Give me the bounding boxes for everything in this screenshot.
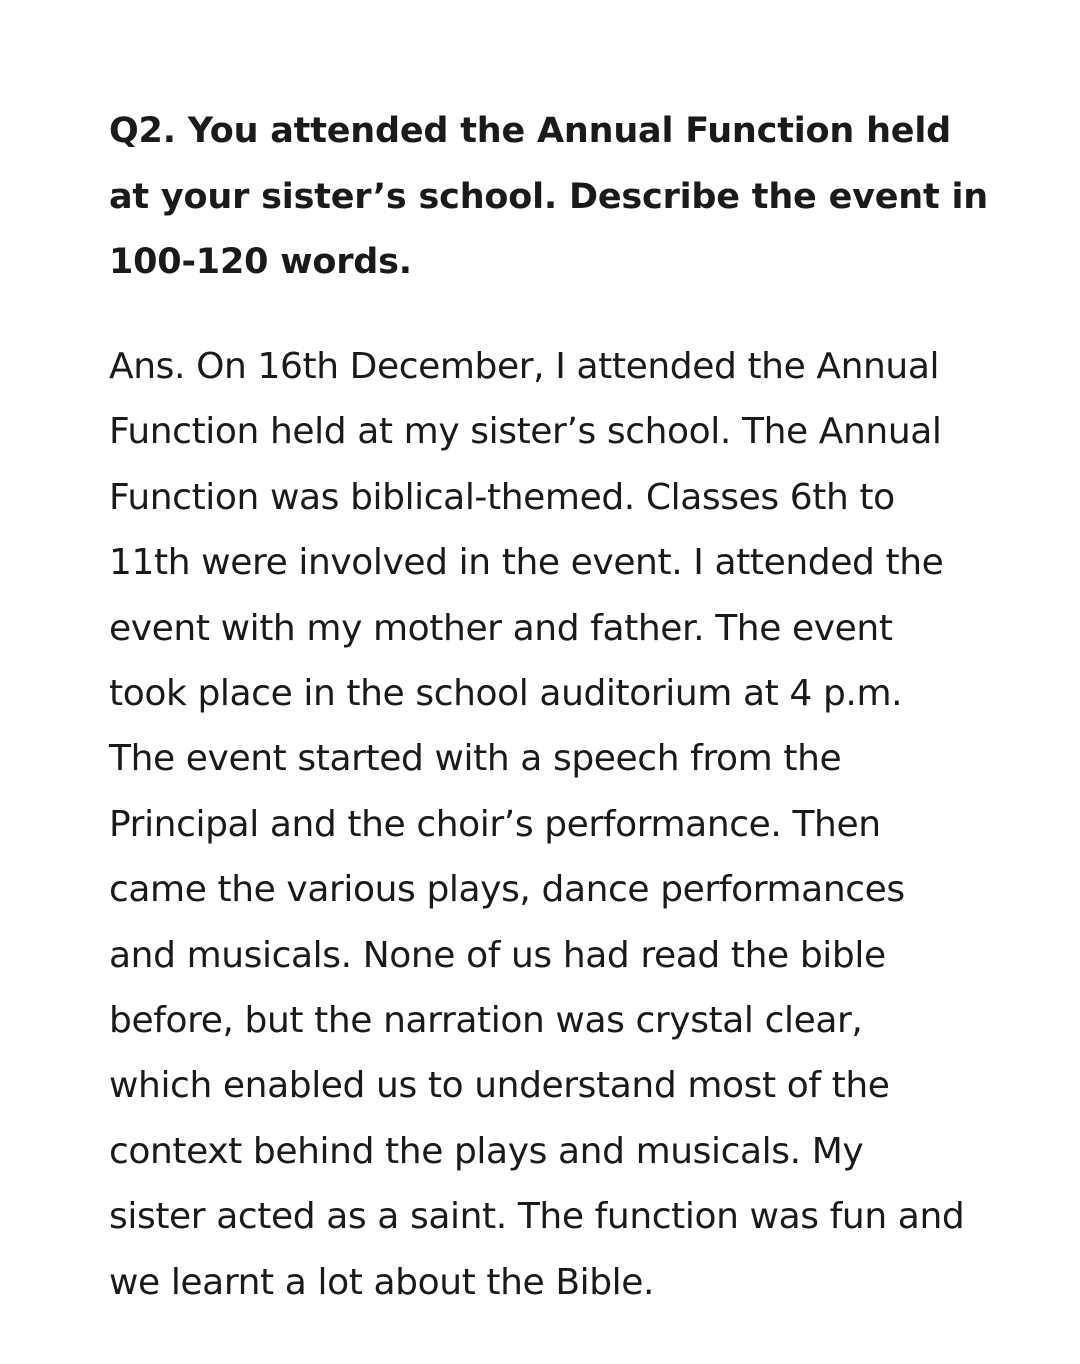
answer-line: The event started with a speech from the bbox=[109, 738, 842, 780]
answer-paragraph bbox=[109, 334, 989, 1315]
answer-line: took place in the school auditorium at 4 p.m. bbox=[109, 673, 903, 715]
answer-line: before, but the narration was crystal clear, bbox=[109, 1000, 863, 1042]
question-line: Q2. You attended the Annual Function held bbox=[109, 111, 951, 151]
answer-line: Function was biblical-themed. Classes 6th to bbox=[109, 476, 895, 518]
answer-line: and musicals. None of us had read the bible bbox=[109, 934, 886, 976]
answer-line: sister acted as a saint. The function was fun and bbox=[109, 1196, 965, 1238]
answer-line: context behind the plays and musicals. My bbox=[109, 1130, 864, 1172]
question-heading bbox=[109, 99, 989, 296]
answer-line: which enabled us to understand most of the bbox=[109, 1065, 890, 1107]
question-line: at your sister’s school. Describe the event in bbox=[109, 176, 989, 217]
question-line: 100-120 words. bbox=[109, 242, 412, 282]
answer-line: event with my mother and father. The event bbox=[109, 607, 893, 649]
answer-line: Principal and the choir’s performance. Then bbox=[109, 803, 881, 845]
answer-line: Ans. On 16th December, I attended the Annual bbox=[109, 346, 940, 387]
answer-line: Function held at my sister’s school. The Annual bbox=[109, 411, 942, 453]
answer-line: we learnt a lot about the Bible. bbox=[109, 1261, 655, 1303]
answer-line: came the various plays, dance performances bbox=[109, 869, 905, 911]
answer-line: 11th were involved in the event. I attended the bbox=[109, 542, 944, 584]
